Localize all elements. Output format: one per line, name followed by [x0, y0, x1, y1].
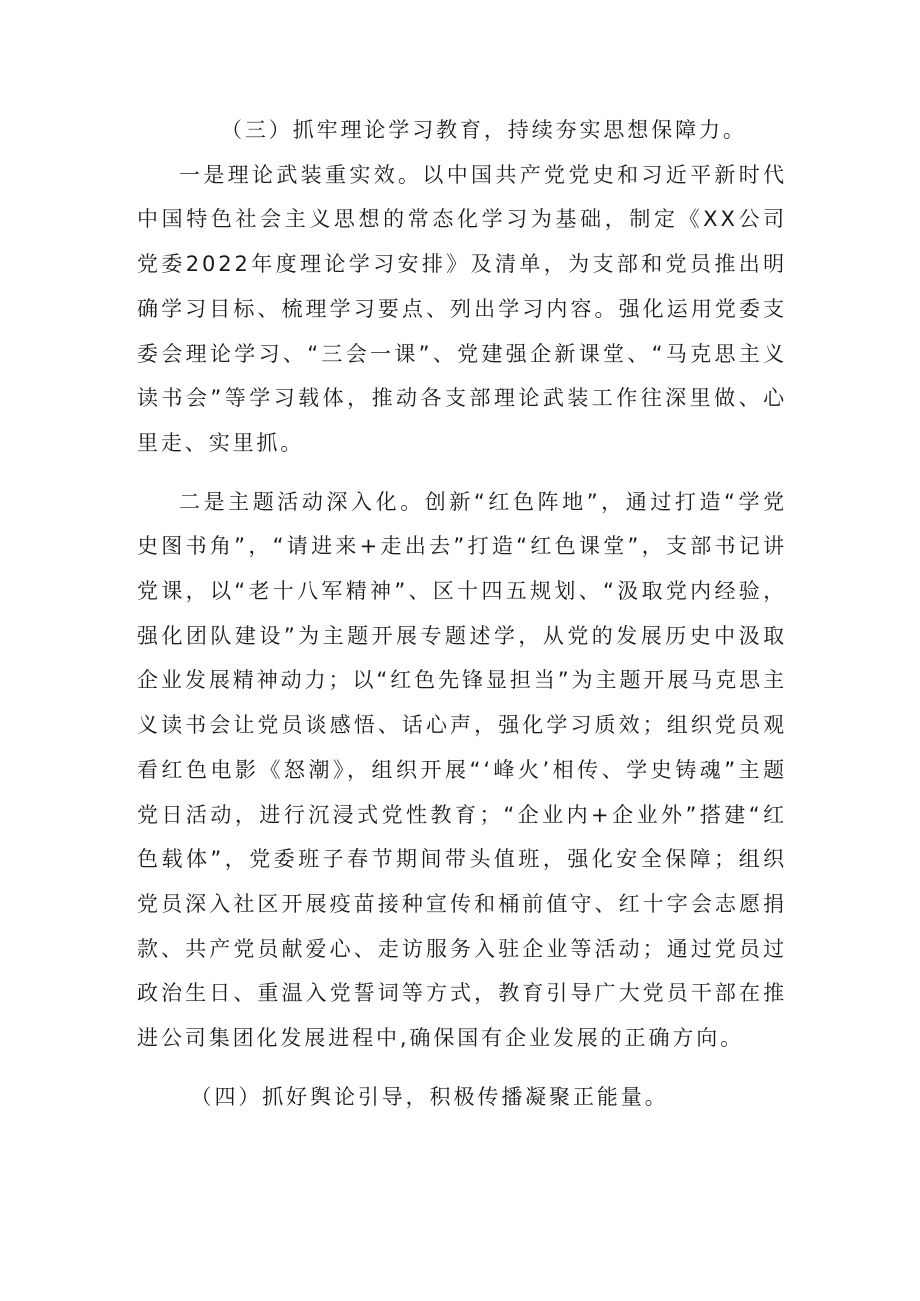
paragraph-spacer	[137, 466, 787, 480]
paragraph-theme-activities: 二是主题活动深入化。创新“红色阵地”，通过打造“学党史图书角”，“请进来+走出去”打造“红色课堂”，支部书记讲党课，以“老十八军精神”、区十四五规划、“汲取党内经验，强化团队建设”为主题开展专题述学，从党的发展历史中汲取企业发展精神动力；以“红色先锋显担当”为主题开展马克思主义读书会让党员谈感悟、话心声，强化学习质效；组织党员观看红色电影《怒潮》，组织开展“‘峰火’相传、学史铸魂”主题党日活动，进行沉浸式党性教育；“企业内+企业外”搭建“红色载体”，党委班子春节期间带头值班，强化安全保障；组织党员深入社区开展疫苗接种宣传和桶前值守、红十字会志愿捐款、共产党员献爱心、走访服务入驻企业等活动；通过党员过政治生日、重温入党誓词等方式，教育引导广大党员干部在推进公司集团化发展进程中,确保国有企业发展的正确方向。	[137, 489, 787, 1051]
paragraph-theory-study: 一是理论武装重实效。以中国共产党党史和习近平新时代中国特色社会主义思想的常态化学习为基础，制定《XX公司党委2022年度理论学习安排》及清单，为支部和党员推出明确学习目标、梳理学习要点、列出学习内容。强化运用党委支委会理论学习、“三会一课”、党建强企新课堂、“马克思主义读书会”等学习载体，推动各支部理论武装工作往深里做、心里走、实里抓。	[137, 162, 787, 455]
section-heading-3: （三）抓牢理论学习教育，持续夯实思想保障力。	[221, 118, 747, 142]
paragraph-spacer	[137, 1061, 787, 1075]
section-heading-4: （四）抓好舆论引导，积极传播凝聚正能量。	[190, 1084, 669, 1109]
document-body	[137, 108, 787, 1119]
